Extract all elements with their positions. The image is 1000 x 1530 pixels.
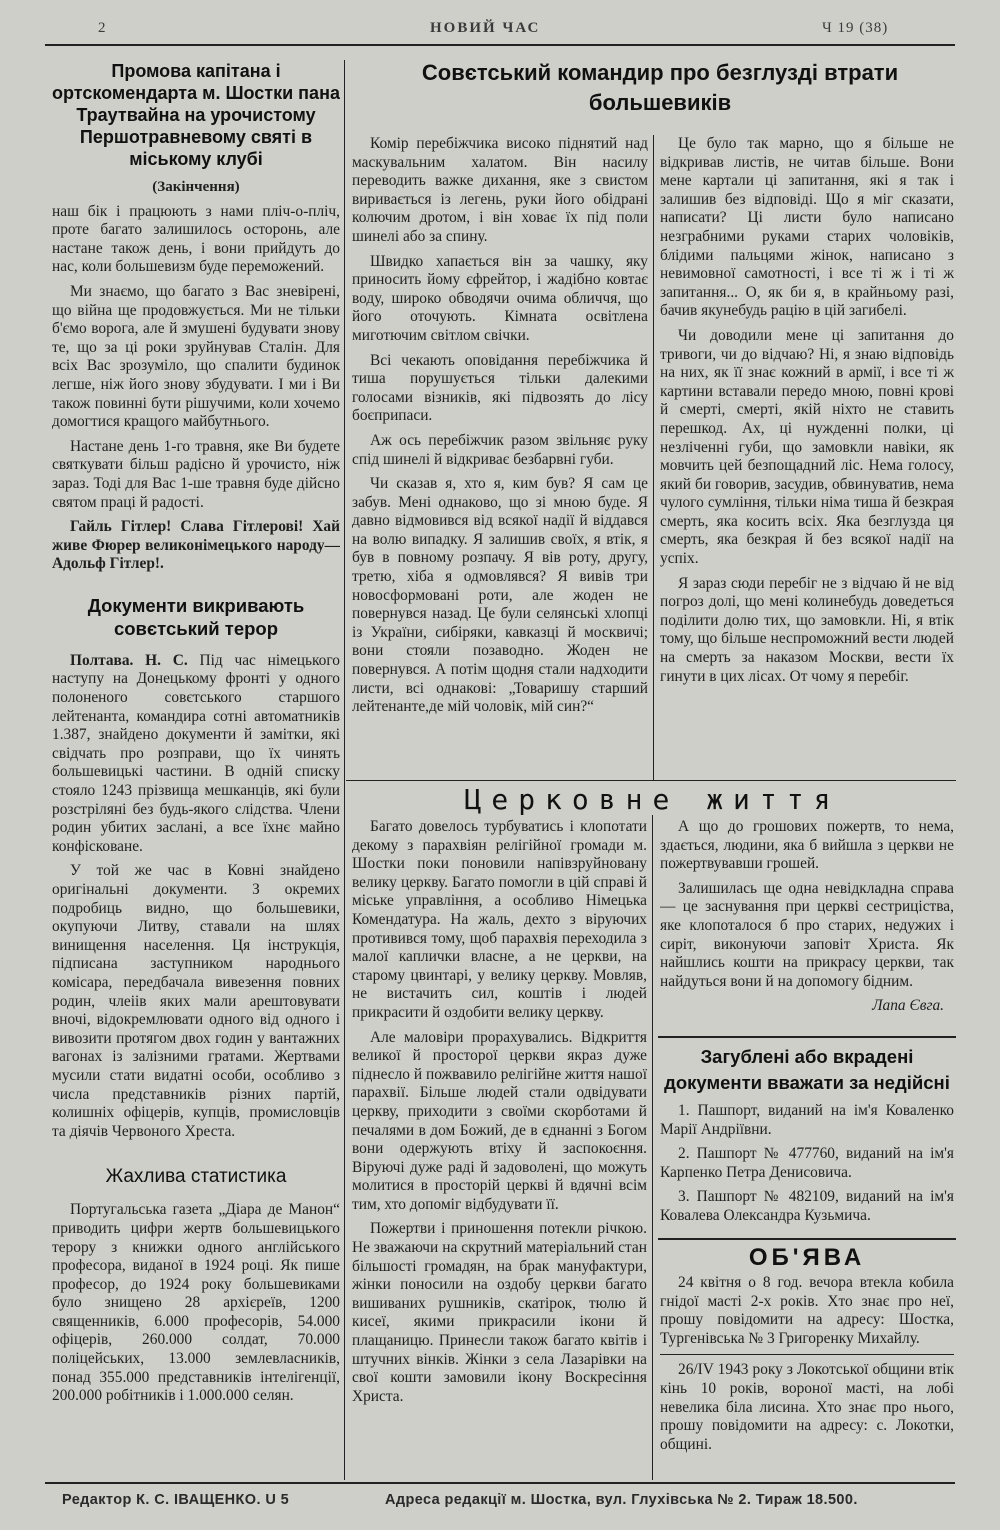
issue-number: Ч 19 (38)	[822, 20, 889, 36]
column-rule-right-top	[653, 135, 654, 780]
statistics-paragraph: Португальська газета „Діара де Манон“ приводить цифри жертв большевицького терору з книжки одного англійського професора, виданої в 1924 році. Як пише професор, до 1924 року большевиками було знищено 28 архієреїв, 1200 священників, 6.000 професорів, 54.000 офіцерів, 260.000 солдат, 70.000 поліцейських, 13.000 землевласників, понад 355.000 представників інтелігенції, 200.000 робітників і 1.000.000 селян.	[52, 1201, 340, 1405]
left-column	[52, 60, 340, 1485]
documents-title: Документи викривають совєтський терор	[87, 594, 305, 639]
church-paragraph: Залишилась ще одна невідкладна справа — це заснування при церкві сестриціства, яке клопоталося б про старих, недужих і сиріт, виконуючи заповіт Христа. Як найшлись кошти на прикрасу церкви, так найдуться вони й на допомогу бідним.	[660, 879, 954, 990]
commander-paragraph: Я зараз сюди перебіг не з відчаю й не від погроз долі, що мені колинебудь доведеться поділити долю тих, що замовкли. Ні, я втік тому, що більше неспроможний вести людей на смерть за наказом Москви, вести їх гинути в цих лісах. От чому я перебіг.	[660, 574, 954, 685]
column-rule-right-bottom	[652, 815, 653, 1480]
address-line: Адреса редакції м. Шостка, вул. Глухівська № 2. Тираж 18.500.	[385, 1492, 858, 1508]
lost-docs-item: 1. Пашпорт, виданий на ім'я Коваленко Марії Андріївни.	[660, 1102, 954, 1138]
commander-paragraph: Чи сказав я, хто я, ким був? Я сам це забув. Мені однаково, що зі мною буде. Я давно відмовився від всякої надії й віддався на волю випадку. Я залишив своїх, я втік, я був в повному розпачу. Я вів роту, другу, третю, хіба я одмовлявся? Я вивів три новосформовані роти, але жоден не повернувся назад. Це були селянські хлопці із України, сибіряки, кавказці й москвичі; вони стояли позаводно. Жоден не повернувся. А потім щодня стали надходити листи, всі однакові: „Товаришу старший лейтенанте,де мій чоловік, мій син?“	[352, 475, 648, 716]
lost-docs-item: 2. Пашпорт № 477760, виданий на ім'я Карпенко Петра Денисовича.	[660, 1145, 954, 1181]
church-signature: Лапа Євга.	[872, 997, 944, 1015]
church-paragraph: Пожертви і приношення потекли річкою. Не зважаючи на скрутний матеріальний стан більшості громадян, на брак мануфактури, жінки поносили на оздобу церкви багато вишиваних рушників, скатірок, тюлю й кисеї, якими прикрасили ікони й плащаницю. Принесли також багато квітів і штучних вінків. Жінки з села Лазарівки на свої кошти замовили ікону Воскресіння Христа.	[352, 1220, 647, 1405]
page-footer	[0, 1488, 1000, 1516]
commander-paragraph: Швидко хапається він за чашку, яку приносить йому єфрейтор, і жадібно ковтає воду, широко обводячи очима обличчя, що його оточують. Кімната освітлена миготючим світлом свічки.	[352, 252, 648, 344]
notice-title: ОБ'ЯВА	[748, 1244, 866, 1271]
lost-docs-title: Загублені або вкрадені документи вважати за недійсні	[664, 1046, 950, 1093]
documents-dateline: Полтава. Н. С.	[70, 651, 188, 669]
statistics-title: Жахлива статистика	[105, 1166, 287, 1188]
notice-rule	[658, 1238, 956, 1240]
church-paragraph: Але маловіри прорахувались. Відкриття великої й просторої церкви якраз дуже піднесло й пожвавило релігійне життя нашої парахвії. Більше людей стали одвідувати церкву, приходити з своїми скорботами й печалями в дом Божий, де в єднанні з Богом вони одержують втіху й заспокоєння. Віруючі дуже раді й задоволені, що можуть молитися в просторій церкві й вдячні всім тим, хто допоміг відбудувати її.	[352, 1028, 647, 1213]
commander-column-1	[352, 135, 648, 777]
commander-paragraph: Аж ось перебіжчик разом звільняє руку спід шинелі й відкриває безбарвні губи.	[352, 431, 648, 468]
page-header	[0, 14, 1000, 42]
speech-closing: Гайль Гітлер! Слава Гітлерові! Хай живе Фюрер великонімецького народу—Адольф Гітлер!.	[52, 518, 340, 573]
commander-paragraph: Комір перебіжчика високо піднятий над маскувальним халатом. Він насилу переводить важке дихання, яке з свистом виривається із легень, руки його обідрані колючим дротом, і він ховає їх під поли шинелі або за спину.	[352, 135, 648, 245]
notice-paragraph: 26/IV 1943 року з Локотської общини втік кінь 10 років, вороної масті, на лобі невелика біла лисина. Хто знає про нього, прошу повідомити на адресу: с. Локотки, общині.	[660, 1361, 954, 1453]
commander-paragraph: Чи доводили мене ці запитання до тривоги, чи до відчаю? Ні, я знаю відповідь на них, як її знає кожний в армії, і все ті ж картини вставали передо мною, повні крові й смерті, смерті, якій ніхто не ставить перешкод. Ах, ці нужденні полки, ці незліченні губи, що замовкли навіки, як мовчить цей безпощадний ліс. Нема голосу, який би говорив, засудив, обвинуватив, нема чулого сумління, тільки німа тиша й безкрая смерть, яка косить всіх. Яка безглузда ця смерть, яка безкрая й без всякої надії на успіх.	[660, 326, 954, 568]
speech-paragraph: Настане день 1-го травня, яке Ви будете святкувати більш радісно й урочисто, ніж зараз. Тоді для Вас 1-ше травня буде дійсно святом праці й радості.	[52, 437, 340, 511]
page-number: 2	[98, 20, 107, 36]
speech-paragraph: наш бік і працюють з нами пліч-о-пліч, проте багато залишилось осторонь, але настане також день, і вони прийдуть до нас, коли большевизм буде переможений.	[52, 202, 340, 276]
notice-section	[660, 1242, 954, 1482]
church-paragraph: А що до грошових пожертв, то нема, здається, людини, яка б вийшла з церкви не пожертвувавши грошей.	[660, 818, 954, 873]
lost-docs-section	[660, 1044, 954, 1234]
masthead: НОВИЙ ЧАС	[430, 20, 541, 36]
church-title: Церковне життя	[464, 783, 841, 816]
documents-paragraph: У той же час в Ковні знайдено оригінальні документи. З окремих подробиць видно, що большевики, окупуючи Литву, ставали на шлях винищення населення. Ця інструкція, підписана заступником народнього комісара, передбачала вивезення повних родин, члеіів яких мали арештовувати вночі, відокремлювати одного від одного і вивозити протягом двох годин у вантажних вагонах із залізними гратами. Жертвами мусили стати видатні особи, особливо з числа представників різних партій, колишніх офіцерів, купців, промисловців та діячів Червоного Хреста.	[52, 862, 340, 1140]
commander-column-2	[660, 135, 954, 777]
speech-title: Промова капітана і ортскомендарта м. Шостки пана Траутвайна на урочистому Першотравневому святі в міському клубі	[52, 61, 340, 169]
commander-paragraph: Всі чекають оповідання перебіжчика й тиша порушується тільки далекими голосами візників, які підвозять до лісу боєприпаси.	[352, 351, 648, 425]
church-paragraph: Багато довелось турбуватись і клопотати декому з парахвіян релігійної громади м. Шостки поки поновили напівзруйновану велику церкву. Багато помогли в цій справі й міське управління, а особливо Німецька Комендатура. На жаль, дехто з віруючих противився тому, щоб парахвія переходила з малої каплички власне, а не церкви, на старому цвинтарі, у велику церкву. Мовляв, не вистачить сил, коштів і людей прикрасити й оздобити велику церкву.	[352, 818, 647, 1021]
lost-docs-item: 3. Пашпорт № 482109, виданий на ім'я Ковалева Олександра Кузьмича.	[660, 1188, 954, 1224]
header-rule	[45, 44, 955, 46]
commander-title: Совєтський командир про безглузді втрати большевиків	[421, 60, 899, 115]
documents-paragraph: Під час німецького наступу на Донецькому фронті у одного полоненого совєтського старшого лейтенанта, командира сотні автоматників 1.387, знайдено документи й замітки, які свідчать про розправи, що їх чинять большевицькі частини. В одній списку стояло 1243 прізвища мешканців, які були розстріляні без будь-якого слідства. Члени родин убитих заслані, а все їхнє майно конфісковане.	[52, 651, 340, 855]
footer-rule	[45, 1482, 955, 1484]
editor-line: Редактор К. С. ІВАЩЕНКО. U 5	[62, 1492, 290, 1508]
commander-paragraph: Це було так марно, що я більше не відкривав листів, не читав більше. Вони мене картали ці запитання, які я так і залишив без відповіді. Що я міг сказати, написати? Ці листи було написано незграбними руками старих чоловіків, блідими пальцями жінок, написано з невимовної самотності, і все ті ж і ті ж запитання... О, як би я, в крайньому разі, бачив якунебудь рацію в цій загибелі.	[660, 135, 954, 320]
notice-paragraph: 24 квітня о 8 год. вечора втекла кобила гнідої масті 2-х років. Хто знає про неї, прошу повідомити на адресу: Шостка, Тургенівська № 3 Григоренку Михайлу.	[660, 1274, 954, 1347]
church-column-2	[660, 818, 954, 1028]
lost-docs-rule	[658, 1036, 956, 1038]
speech-paragraph: Ми знаємо, що багато з Вас зневірені, що війна ще продовжується. Ми не тільки б'ємо ворога, але й змушені будувати знову те, що за ці роки зруйнував Сталін. Для всіх Вас зрозуміло, що спалити будинок легше, ніж його знову збудувати. І ми і Ви також повинні бути рішучими, коли хочемо домогтися кращого майбутнього.	[52, 282, 340, 431]
column-rule-left	[344, 60, 345, 1480]
speech-subtitle: (Закінчення)	[152, 179, 240, 195]
section-rule	[346, 780, 956, 781]
church-column-1	[352, 818, 647, 1483]
